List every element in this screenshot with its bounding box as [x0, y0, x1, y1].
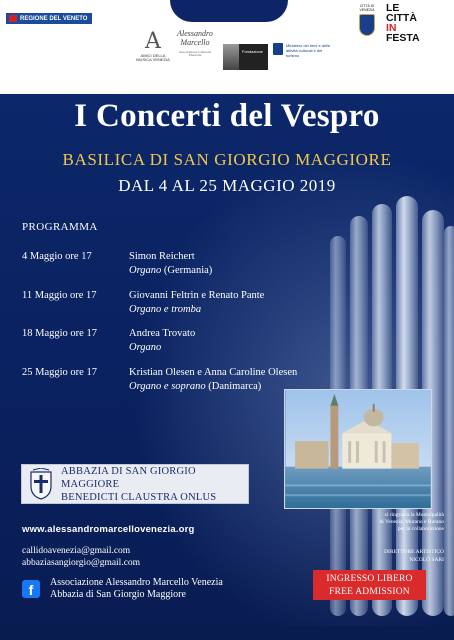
festa-line3: IN	[386, 22, 397, 34]
email-list	[22, 546, 140, 569]
facebook-page-1[interactable]: Associazione Alessandro Marcello Venezia	[50, 577, 223, 588]
citta-label: CITTÀ DI VENEZIA	[359, 4, 375, 12]
ministero-logo	[273, 43, 333, 71]
program-performer: Andrea Trovato	[129, 328, 196, 339]
program-date: 11 Maggio ore 17	[22, 290, 97, 301]
thanks-line: per la collaborazione	[397, 526, 444, 532]
abbazia-onlus: BENEDICTI CLAUSTRA ONLUS	[61, 491, 217, 503]
thanks-note	[334, 512, 444, 533]
program-instrument: Organo	[129, 264, 162, 276]
program-instrument: Organo e tromba	[129, 303, 202, 315]
poster-title: I Concerti del Vespro	[74, 98, 380, 134]
programma-heading: PROGRAMMA	[22, 221, 98, 233]
regione-label: REGIONE DEL VENETO	[20, 15, 88, 22]
thanks-line: di Venezia, Murano e Burano	[379, 519, 444, 525]
email-link[interactable]: callidoavenezia@gmail.com	[22, 546, 131, 556]
festa-line1: LE	[386, 2, 400, 14]
marcello-sub: Associazione Culturale Musicale	[178, 49, 212, 58]
program-origin: (Danimarca)	[205, 380, 262, 392]
director-name: NICOLÒ SARI	[409, 557, 444, 563]
facebook-icon[interactable]: f	[22, 580, 40, 598]
header-tab-decoration	[170, 0, 288, 22]
abbey-crest-icon	[27, 468, 55, 500]
amici-musica-label: AMICI DELLA MUSICA VENEZIA	[136, 53, 170, 63]
ingresso-line2: FREE ADMISSION	[329, 586, 410, 597]
email-link[interactable]: abbaziasangiorgio@gmail.com	[22, 557, 141, 568]
director-label: DIRETTORE ARTISTICO	[384, 549, 444, 555]
logo-header	[0, 0, 454, 94]
program-origin: (Germania)	[161, 264, 213, 276]
festa-line2: CITTÀ	[386, 12, 417, 24]
facebook-row[interactable]	[22, 577, 223, 601]
website-link[interactable]: www.alessandromarcellovenezia.org	[22, 524, 195, 535]
program-instrument: Organo	[129, 341, 162, 353]
marcello-logo	[173, 30, 217, 76]
thanks-line: si ringrazia la Municipalità	[384, 512, 444, 518]
abbazia-name: ABBAZIA DI SAN GIORGIO MAGGIORE	[61, 465, 196, 490]
program-date: 4 Maggio ore 17	[22, 251, 92, 262]
program-performer: Giovanni Feltrin e Renato Pante	[129, 290, 265, 301]
program-instrument: Organo e soprano	[129, 380, 206, 392]
fondazione-logo	[223, 44, 268, 70]
ingresso-line1: INGRESSO LIBERO	[326, 574, 413, 584]
ministero-icon	[273, 43, 283, 55]
program-performer: Simon Reichert	[129, 251, 195, 262]
portrait-icon	[223, 44, 239, 70]
festa-line4: FESTA	[386, 32, 420, 44]
san-giorgio-photo	[284, 389, 432, 509]
regione-veneto-logo	[6, 13, 92, 24]
program-performer: Kristian Olesen e Anna Caroline Olesen	[129, 367, 298, 378]
abbazia-banner	[21, 464, 249, 504]
lion-flag-icon	[9, 15, 17, 22]
program-date: 18 Maggio ore 17	[22, 328, 97, 339]
citta-in-festa-logo	[386, 3, 442, 43]
marcello-name: Alessandro Marcello	[177, 29, 213, 47]
fondazione-label: Fondazione	[242, 49, 263, 54]
citta-venezia-logo	[356, 4, 378, 42]
venue-subtitle: BASILICA DI SAN GIORGIO MAGGIORE	[62, 150, 392, 169]
program-date: 25 Maggio ore 17	[22, 367, 97, 378]
bottom-strip	[0, 626, 454, 640]
date-range: DAL 4 AL 25 MAGGIO 2019	[118, 176, 336, 195]
facebook-page-2[interactable]: Abbazia di San Giorgio Maggiore	[50, 589, 186, 600]
pipe-organ-icon: A	[145, 29, 161, 54]
free-admission-badge	[313, 570, 426, 600]
amici-musica-logo	[134, 30, 172, 78]
city-crest-icon	[359, 14, 375, 36]
ministero-label: Ministero dei beni e delle attività culturali e del turismo	[286, 43, 331, 58]
artistic-director	[334, 548, 444, 564]
